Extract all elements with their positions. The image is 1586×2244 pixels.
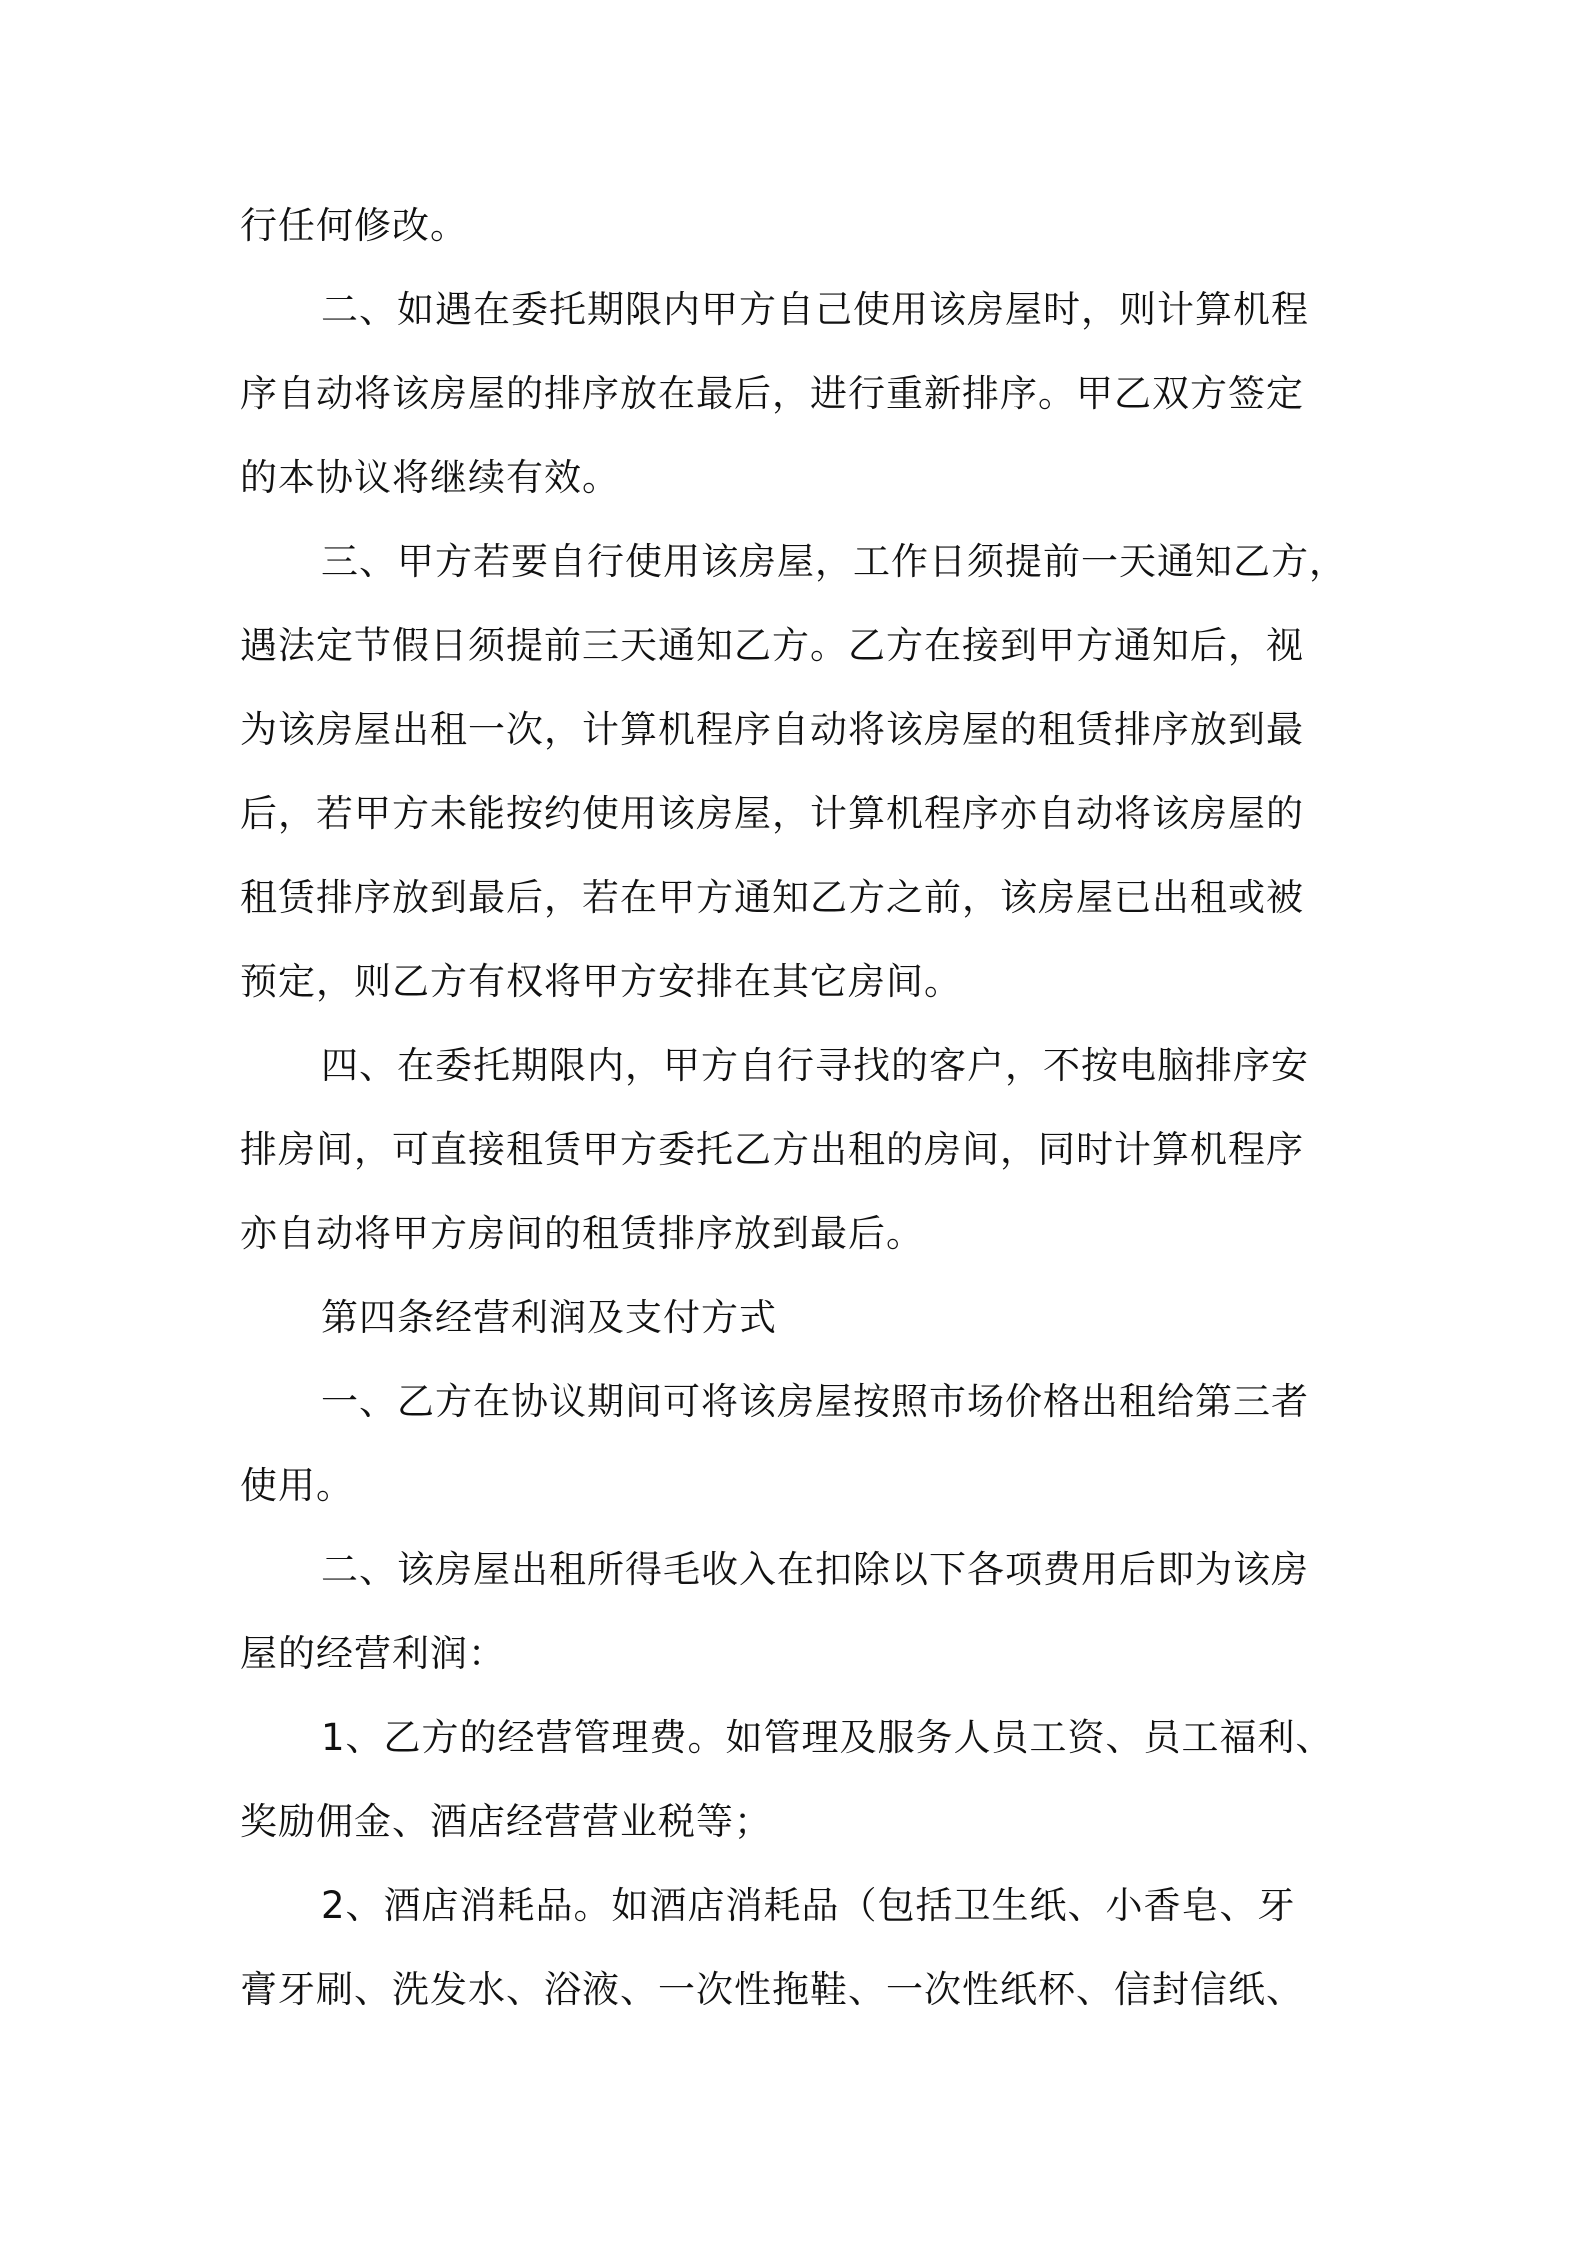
text-line: 租赁排序放到最后，若在甲方通知乙方之前，该房屋已出租或被	[240, 876, 1304, 919]
text-line: 序自动将该房屋的排序放在最后，进行重新排序。甲乙双方签定	[240, 372, 1304, 415]
text-line: 使用。	[240, 1464, 354, 1507]
section-heading: 第四条经营利润及支付方式	[321, 1296, 777, 1339]
text-line: 后，若甲方未能按约使用该房屋，计算机程序亦自动将该房屋的	[240, 792, 1304, 835]
text-line: 膏牙刷、洗发水、浴液、一次性拖鞋、一次性纸杯、信封信纸、	[240, 1968, 1304, 2011]
text-line: 一、乙方在协议期间可将该房屋按照市场价格出租给第三者	[321, 1380, 1309, 1423]
text-line: 遇法定节假日须提前三天通知乙方。乙方在接到甲方通知后，视	[240, 624, 1304, 667]
text-line: 四、在委托期限内，甲方自行寻找的客户，不按电脑排序安	[321, 1044, 1309, 1087]
text-line: 的本协议将继续有效。	[240, 456, 620, 499]
text-line: 奖励佣金、酒店经营营业税等；	[240, 1800, 772, 1843]
text-line: 亦自动将甲方房间的租赁排序放到最后。	[240, 1212, 924, 1255]
text-line: 2、酒店消耗品。如酒店消耗品（包括卫生纸、小香皂、牙	[321, 1884, 1296, 1927]
text-line: 1、乙方的经营管理费。如管理及服务人员工资、员工福利、	[321, 1716, 1334, 1759]
text-line: 排房间，可直接租赁甲方委托乙方出租的房间，同时计算机程序	[240, 1128, 1304, 1171]
text-line: 预定，则乙方有权将甲方安排在其它房间。	[240, 960, 962, 1003]
text-line: 为该房屋出租一次，计算机程序自动将该房屋的租赁排序放到最	[240, 708, 1304, 751]
text-line: 屋的经营利润：	[240, 1632, 506, 1675]
text-line: 二、该房屋出租所得毛收入在扣除以下各项费用后即为该房	[321, 1548, 1309, 1591]
text-line: 行任何修改。	[240, 204, 468, 247]
text-line: 二、如遇在委托期限内甲方自己使用该房屋时，则计算机程	[321, 288, 1309, 331]
text-line: 三、甲方若要自行使用该房屋，工作日须提前一天通知乙方，	[321, 540, 1347, 583]
